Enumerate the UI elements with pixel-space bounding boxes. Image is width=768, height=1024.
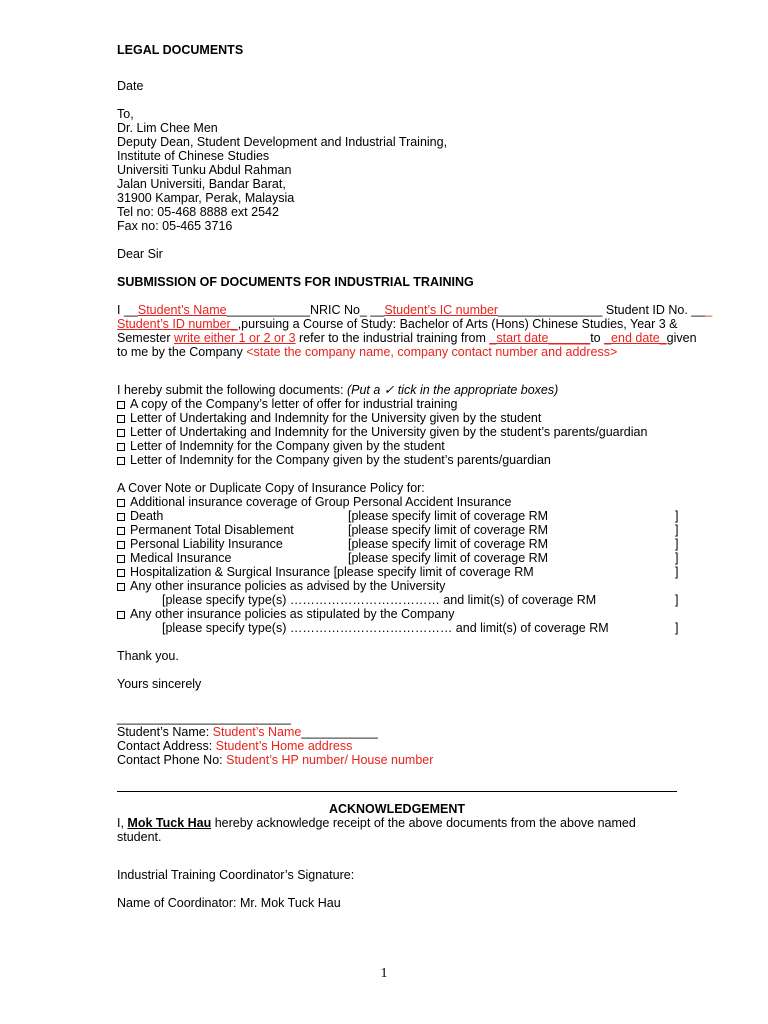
student-name-value[interactable]: Student’s Name [212, 725, 302, 739]
label: Contact Phone No: [117, 753, 227, 767]
insurance-spec-row [117, 593, 682, 607]
contact-address-line [117, 739, 682, 753]
address-line: 31900 Kampar, Perak, Malaysia [117, 191, 295, 205]
coordinator-name-line: Name of Coordinator: Mr. Mok Tuck Hau [117, 896, 341, 910]
coverage-spec: [please specify limit of coverage RM [348, 509, 549, 523]
address-line: Deputy Dean, Student Development and Industrial Training, [117, 135, 448, 149]
doc-title: LEGAL DOCUMENTS [117, 43, 244, 57]
document-item [117, 397, 682, 411]
checkbox[interactable] [117, 513, 125, 521]
coverage-bracket: ] [675, 551, 679, 565]
intro-text: ____________NRIC No_ __ [226, 303, 385, 317]
checkbox[interactable] [117, 527, 125, 535]
contact-phone-line [117, 753, 682, 767]
contact-phone-value[interactable]: Student’s HP number/ House number [226, 753, 434, 767]
document-item-label: A copy of the Company’s letter of offer for industrial training [130, 397, 458, 411]
coverage-bracket: ] [675, 537, 679, 551]
coverage-spec: [please specify limit of coverage RM [348, 537, 549, 551]
recipient-address [117, 121, 682, 233]
checkbox[interactable] [117, 457, 125, 465]
checkbox[interactable] [117, 499, 125, 507]
label: Student’s Name: [117, 725, 213, 739]
company-details-field[interactable]: <state the company name, company contact number and address> [246, 345, 618, 359]
insurance-item-label: Additional insurance coverage of Group Personal Accident Insurance [130, 495, 512, 509]
address-line: Dr. Lim Chee Men [117, 121, 218, 135]
address-line: Fax no: 05-465 3716 [117, 219, 233, 233]
student-name-field[interactable]: Student’s Name [137, 303, 227, 317]
insurance-row-label: Permanent Total Disablement [130, 523, 294, 537]
coverage-spec: [please specify type(s) ………………………………… and limit(s) of coverage RM [162, 621, 609, 635]
checkbox[interactable] [117, 569, 125, 577]
document-item-label: Letter of Indemnity for the Company given by the student [130, 439, 445, 453]
document-item [117, 425, 682, 439]
intro-line-1 [117, 303, 713, 317]
insurance-row-label: Medical Insurance [130, 551, 232, 565]
coverage-bracket: ] [675, 509, 679, 523]
insurance-item [117, 607, 682, 621]
coverage-bracket: ] [675, 523, 679, 537]
insurance-row-label: Hospitalization & Surgical Insurance [please specify limit of coverage RM [130, 565, 534, 579]
student-id-field[interactable]: Student’s ID number_ [117, 317, 238, 331]
coordinator-signature-label: Industrial Training Coordinator’s Signature: [117, 868, 355, 882]
checkbox[interactable] [117, 429, 125, 437]
address-line: Institute of Chinese Studies [117, 149, 270, 163]
signature-line: _________________________ [117, 711, 291, 725]
insurance-row [117, 537, 682, 551]
insurance-lead: A Cover Note or Duplicate Copy of Insurance Policy for: [117, 481, 425, 495]
label: I, [117, 816, 128, 830]
intro-text: Semester [117, 331, 174, 345]
ack-line-1 [117, 816, 682, 830]
document-item-label: Letter of Indemnity for the Company given by the student’s parents/guardian [130, 453, 551, 467]
intro-text: given [666, 331, 697, 345]
checkbox[interactable] [117, 611, 125, 619]
insurance-row [117, 565, 682, 579]
salutation: Dear Sir [117, 247, 163, 261]
insurance-row [117, 509, 682, 523]
insurance-item [117, 579, 682, 593]
checkbox[interactable] [117, 583, 125, 591]
subject-heading: SUBMISSION OF DOCUMENTS FOR INDUSTRIAL TRAINING [117, 275, 474, 289]
end-date-field[interactable]: _end date_ [604, 331, 667, 345]
intro-text: I __ [117, 303, 138, 317]
insurance-item [117, 495, 682, 509]
label: hereby acknowledge receipt of the above documents from the above named [211, 816, 636, 830]
label: Contact Address: [117, 739, 216, 753]
insurance-row-label: Personal Liability Insurance [130, 537, 283, 551]
intro-text: _ [705, 303, 713, 317]
coverage-spec: [please specify limit of coverage RM [348, 551, 549, 565]
checkbox[interactable] [117, 401, 125, 409]
coverage-bracket: ] [675, 593, 679, 607]
label: ___________ [301, 725, 378, 739]
coverage-spec: [please specify limit of coverage RM [348, 523, 549, 537]
address-to: To, [117, 107, 134, 121]
address-line: Universiti Tunku Abdul Rahman [117, 163, 292, 177]
coverage-spec: [please specify type(s) ……………………………… and limit(s) of coverage RM [162, 593, 597, 607]
document-item [117, 453, 682, 467]
contact-address-value[interactable]: Student’s Home address [215, 739, 353, 753]
semester-field[interactable]: write either 1 or 2 or 3 [173, 331, 296, 345]
intro-text: to [590, 331, 605, 345]
student-ic-field[interactable]: Student’s IC number [384, 303, 499, 317]
date-label: Date [117, 79, 144, 93]
ack-line-2: student. [117, 830, 162, 844]
insurance-item-label: Any other insurance policies as stipulated by the Company [130, 607, 455, 621]
intro-text: to me by the Company [117, 345, 247, 359]
thank-you: Thank you. [117, 649, 179, 663]
page-number: 1 [380, 966, 388, 981]
start-date-field[interactable]: _start date______ [489, 331, 591, 345]
coverage-bracket: ] [675, 621, 679, 635]
document-item [117, 439, 682, 453]
student-name-line [117, 725, 682, 739]
submit-lead [117, 383, 682, 397]
insurance-item-label: Any other insurance policies as advised by the University [130, 579, 446, 593]
coordinator-name: Mok Tuck Hau [127, 816, 212, 830]
ack-title: ACKNOWLEDGEMENT [328, 802, 466, 816]
insurance-row-label: Death [130, 509, 164, 523]
checkbox[interactable] [117, 555, 125, 563]
insurance-row [117, 523, 682, 537]
address-line: Jalan Universiti, Bandar Barat, [117, 177, 286, 191]
insurance-row [117, 551, 682, 565]
checkbox[interactable] [117, 415, 125, 423]
yours-sincerely: Yours sincerely [117, 677, 202, 691]
insurance-spec-row [117, 621, 682, 635]
coverage-bracket: ] [675, 565, 679, 579]
document-page [117, 43, 713, 910]
submit-text: I hereby submit the following documents: [117, 383, 347, 397]
intro-line-3 [117, 331, 697, 345]
checkbox[interactable] [117, 541, 125, 549]
intro-text: ,pursuing a Course of Study: Bachelor of Arts (Hons) Chinese Studies, Year 3 & [237, 317, 678, 331]
intro-line-2 [117, 317, 682, 331]
document-item-label: Letter of Undertaking and Indemnity for the University given by the student [130, 411, 542, 425]
document-item-label: Letter of Undertaking and Indemnity for the University given by the student’s parents/guardian [130, 425, 648, 439]
document-item [117, 411, 682, 425]
checkbox[interactable] [117, 443, 125, 451]
address-line: Tel no: 05-468 8888 ext 2542 [117, 205, 279, 219]
intro-line-4 [117, 345, 682, 359]
submit-instruction: (Put a ✓ tick in the appropriate boxes) [346, 383, 559, 397]
intro-text: _______________ Student ID No. __ [498, 303, 706, 317]
intro-text: refer to the industrial training from [295, 331, 490, 345]
